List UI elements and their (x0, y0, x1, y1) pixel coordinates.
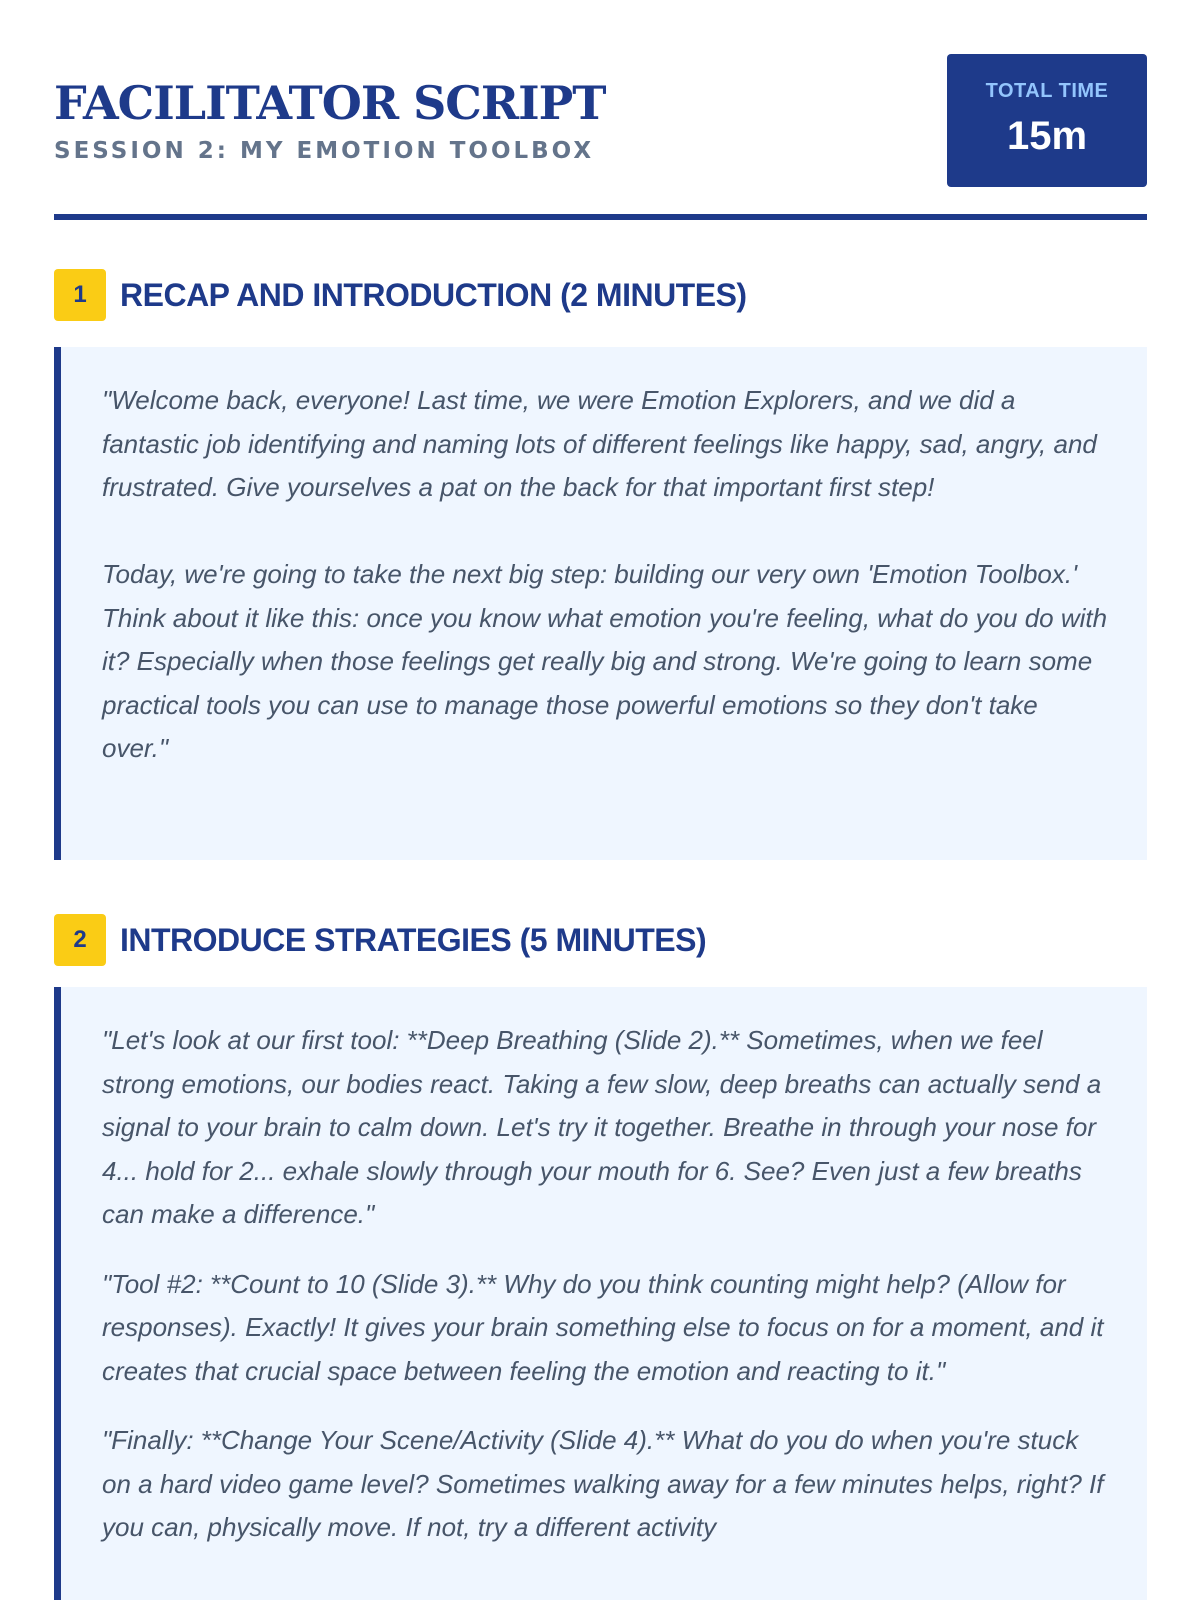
section-number-badge: 2 (54, 914, 106, 966)
script-paragraph: "Finally: **Change Your Scene/Activity (Slide 4).** What do you do when you're stuck on a hard video game level? Sometimes walking away for a few minutes helps, right? If you can, physically move. If not, try a different activity (102, 1425, 1104, 1542)
section-2-header (54, 914, 1147, 966)
script-paragraph: "Tool #2: **Count to 10 (Slide 3).** Why do you think counting might help? (Allow for responses). Exactly! It gives your brain something else to focus on for a moment, and it creates that crucial space between feeling the emotion and reacting to it." (102, 1268, 1104, 1386)
total-time-label: TOTAL TIME (985, 80, 1109, 102)
script-paragraph: Today, we're going to take the next big step: building our very own 'Emotion Toolbox.' Think about it like this: once you know what emotion you're feeling, what do you do with it? Especially when those feelings get really big and strong. We're going to learn some practical tools you can use to manage those powerful emotions so they don't take over." (102, 559, 1108, 763)
section-title: RECAP AND INTRODUCTION (2 MINUTES) (120, 277, 747, 313)
section-1-script (54, 347, 1147, 860)
section-2-script (54, 987, 1147, 1600)
total-time-value: 15m (1006, 114, 1088, 158)
script-header (54, 0, 1147, 220)
session-subtitle: SESSION 2: MY EMOTION TOOLBOX (54, 138, 595, 164)
section-1-header (54, 269, 1147, 321)
total-time-box (947, 54, 1147, 187)
script-paragraph: "Let's look at our first tool: **Deep Breathing (Slide 2).** Sometimes, when we feel strong emotions, our bodies react. Taking a few slow, deep breaths can actually send a signal to your brain to calm down. Let's try it together. Breathe in through your nose for 4... hold for 2... exhale slowly through your mouth for 6. See? Even just a few breaths can make a difference." (102, 1025, 1102, 1229)
script-paragraph: "Welcome back, everyone! Last time, we were Emotion Explorers, and we did a fantastic job identifying and naming lots of different feelings like happy, sad, angry, and frustrated. Give yourselves a pat on the back for that important first step! (102, 385, 1097, 502)
page-title: FACILITATOR SCRIPT (54, 76, 606, 130)
section-title: INTRODUCE STRATEGIES (5 MINUTES) (120, 922, 707, 958)
document-page (54, 0, 1147, 1542)
section-number-badge: 1 (54, 269, 106, 321)
